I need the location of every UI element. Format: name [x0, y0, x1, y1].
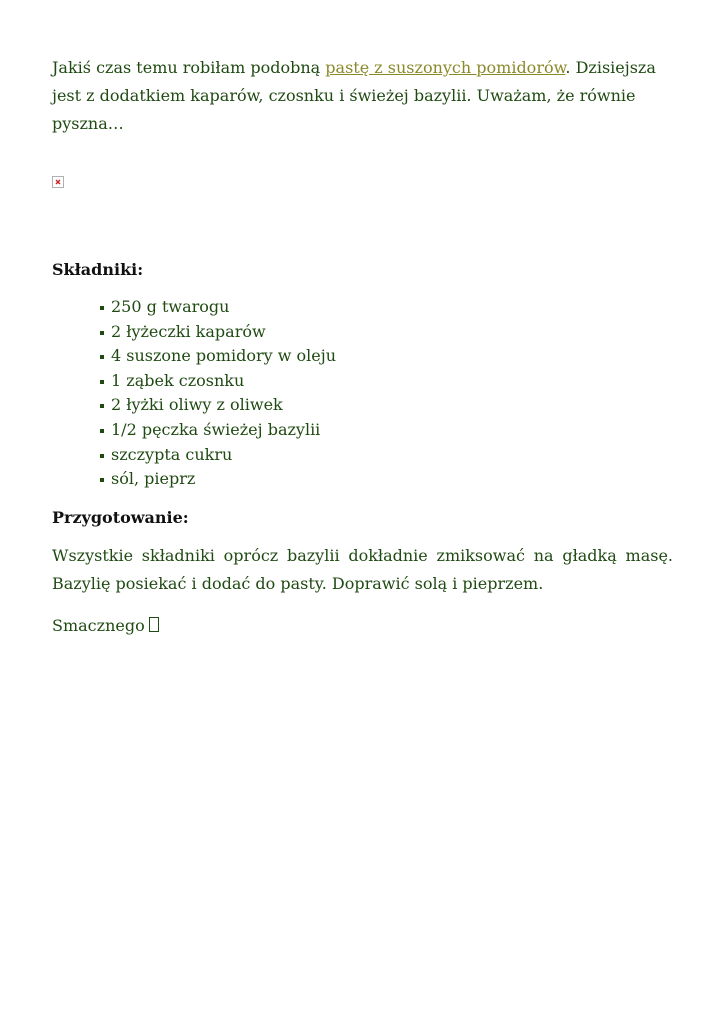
broken-image-icon: [52, 176, 64, 188]
list-item: szczypta cukru: [100, 443, 673, 468]
smiley-emoji-icon: [149, 617, 159, 632]
list-item: 4 suszone pomidory w oleju: [100, 344, 673, 369]
list-item: 2 łyżeczki kaparów: [100, 320, 673, 345]
article-content: [52, 54, 673, 638]
ingredients-list: [52, 295, 673, 492]
ingredients-heading: Składniki:: [52, 260, 144, 279]
list-item: 250 g twarogu: [100, 295, 673, 320]
intro-text-after: . Dzisiejsza jest z dodatkiem kaparów, czosnku i świeżej bazylii. Uważam, że równie pyszna…: [52, 58, 656, 133]
closing-line: [52, 614, 673, 638]
dried-tomato-paste-link[interactable]: pastę z suszonych pomidorów: [325, 58, 566, 77]
list-item: 1 ząbek czosnku: [100, 369, 673, 394]
preparation-paragraph: [52, 542, 673, 598]
intro-text-before: Jakiś czas temu robiłam podobną: [52, 58, 326, 77]
closing-text: Smacznego: [52, 615, 145, 635]
list-item: sól, pieprz: [100, 467, 673, 492]
list-item: 1/2 pęczka świeżej bazylii: [100, 418, 673, 443]
list-item: 2 łyżki oliwy z oliwek: [100, 393, 673, 418]
preparation-line-1: Wszystkie składniki oprócz bazylii dokładnie zmiksować na gładką masę.: [52, 545, 673, 565]
intro-paragraph: [52, 54, 673, 138]
preparation-heading: Przygotowanie:: [52, 507, 189, 527]
preparation-line-2: Bazylię posiekać i dodać do pasty. Doprawić solą i pieprzem.: [52, 573, 544, 593]
